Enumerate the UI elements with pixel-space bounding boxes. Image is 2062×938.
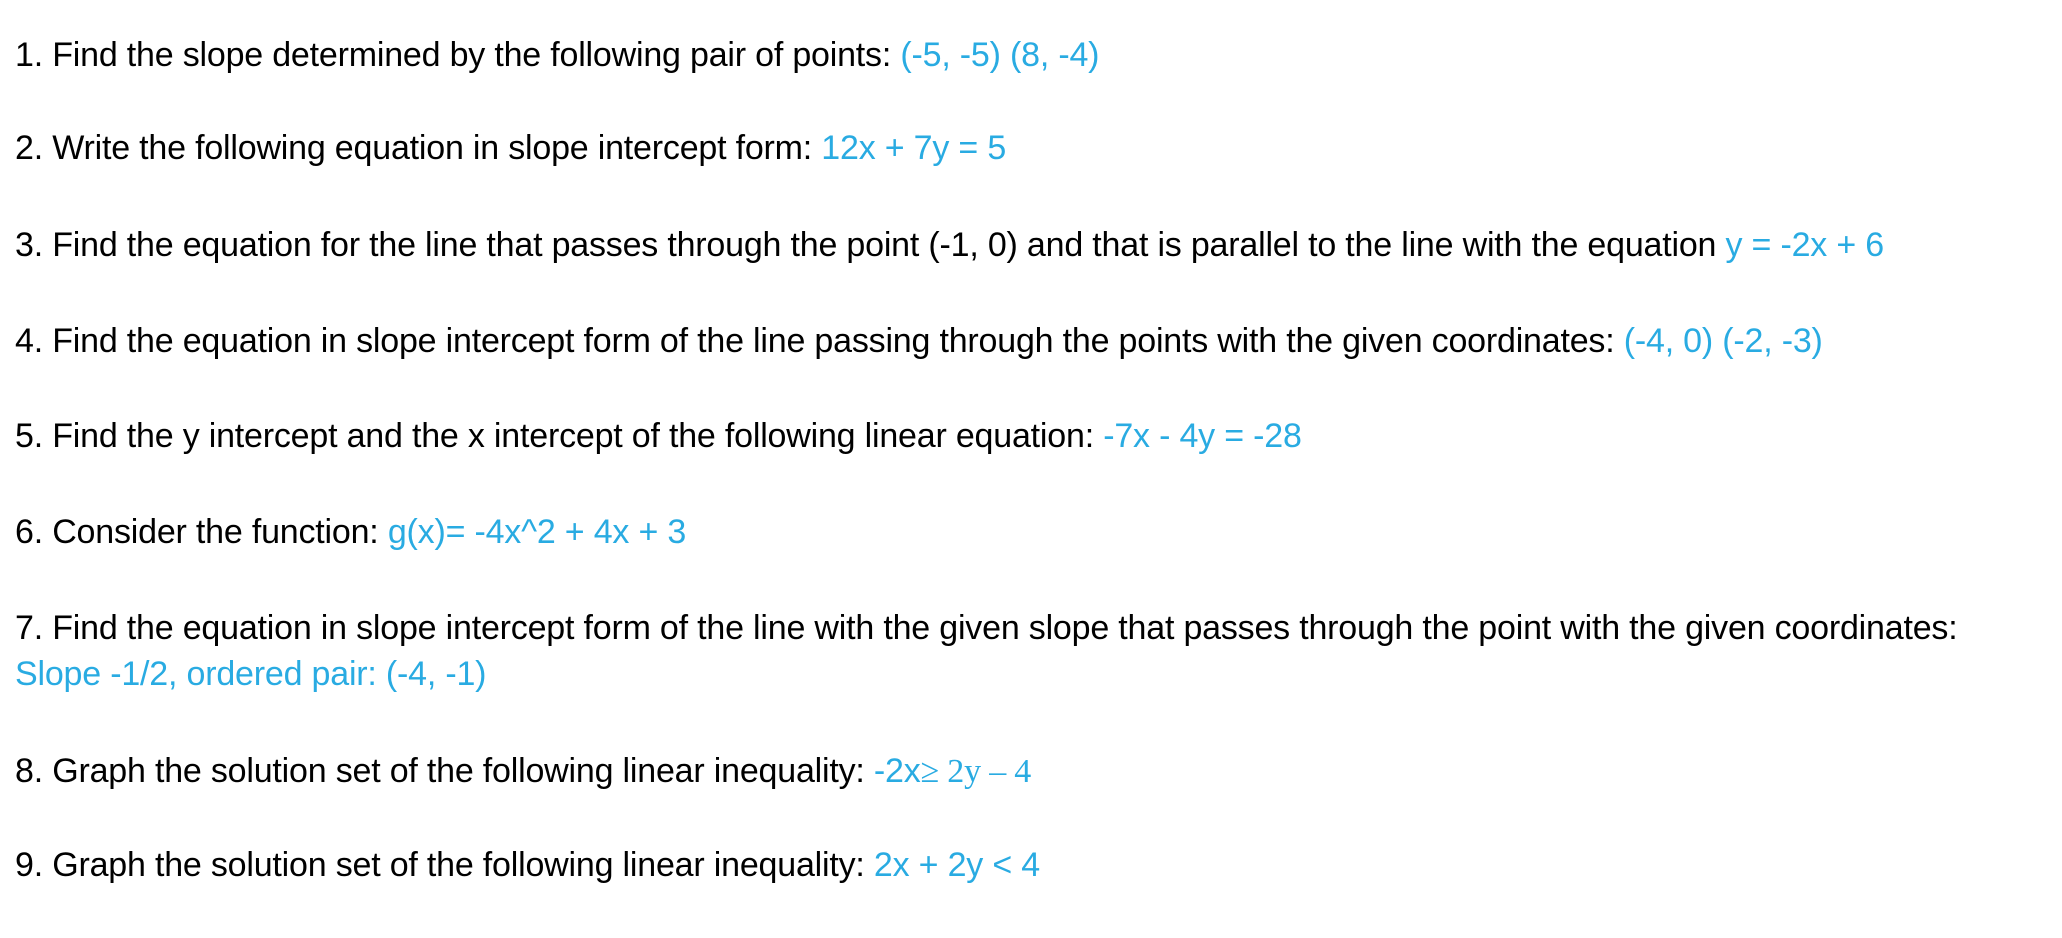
question-7-highlight: Slope -1/2, ordered pair: (-4, -1) <box>15 655 487 693</box>
question-2-prompt: 2. Write the following equation in slope intercept form: <box>15 129 822 167</box>
question-5-prompt: 5. Find the y intercept and the x intercept of the following linear equation: <box>15 417 1104 455</box>
question-3-highlight: y = -2x + 6 <box>1725 226 1884 264</box>
question-9-highlight: 2x + 2y < 4 <box>873 846 1040 884</box>
question-9-prompt: 9. Graph the solution set of the following linear inequality: <box>15 846 874 884</box>
question-2-highlight: 12x + 7y = 5 <box>821 129 1007 167</box>
question-4 <box>15 318 1823 364</box>
question-8-highlight: -2x <box>873 752 921 790</box>
question-8-inequality: ≥ 2y – 4 <box>920 753 1032 790</box>
question-6 <box>15 509 686 555</box>
question-8 <box>15 748 1031 795</box>
question-4-highlight: (-4, 0) (-2, -3) <box>1623 322 1823 360</box>
question-1 <box>15 32 1099 78</box>
question-5 <box>15 413 1302 459</box>
question-1-prompt: 1. Find the slope determined by the following pair of points: <box>15 36 901 74</box>
question-7 <box>15 605 2035 697</box>
question-4-prompt: 4. Find the equation in slope intercept form of the line passing through the points with the given coordinates: <box>15 322 1624 360</box>
question-6-prompt: 6. Consider the function: <box>15 513 388 551</box>
question-8-prompt: 8. Graph the solution set of the following linear inequality: <box>15 752 874 790</box>
question-3-prompt: 3. Find the equation for the line that passes through the point (-1, 0) and that is parallel to the line with the equation <box>15 226 1726 264</box>
question-3 <box>15 222 1884 268</box>
question-1-highlight: (-5, -5) (8, -4) <box>900 36 1100 74</box>
question-5-highlight: -7x - 4y = -28 <box>1103 417 1302 455</box>
question-7-prompt: 7. Find the equation in slope intercept form of the line with the given slope that passes through the point with the given coordinates: <box>15 609 1958 647</box>
question-9 <box>15 842 1040 888</box>
question-6-highlight: g(x)= -4x^2 + 4x + 3 <box>387 513 687 551</box>
question-2 <box>15 125 1006 171</box>
